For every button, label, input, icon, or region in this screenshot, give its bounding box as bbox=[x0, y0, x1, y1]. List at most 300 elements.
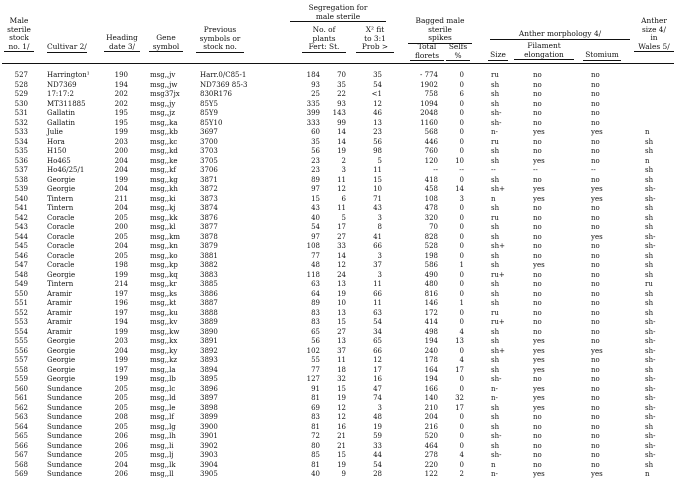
heading-date-cell: 202 bbox=[114, 99, 128, 108]
anther-size-wales-cell: sh- bbox=[645, 318, 656, 326]
anther-size-wales-cell: sh bbox=[645, 299, 654, 307]
stomium-cell: no bbox=[591, 270, 600, 279]
previous-symbol-cell: 3905 bbox=[200, 470, 218, 478]
previous-symbol-cell: 3887 bbox=[200, 299, 218, 307]
total-florets-cell: - 774 bbox=[420, 71, 438, 79]
filament-elongation-cell: no bbox=[533, 432, 542, 440]
anther-size-cell: n- bbox=[491, 128, 498, 136]
table-row bbox=[0, 128, 675, 138]
header-anther-size: Anther size 4/ in Wales 5/ bbox=[634, 17, 674, 52]
fertile-count-cell: 93 bbox=[311, 80, 320, 89]
selfs-percent-cell: 0 bbox=[459, 137, 464, 146]
table-row bbox=[0, 138, 675, 148]
chisq-prob-cell: 3 bbox=[377, 213, 382, 222]
cultivar-cell: H150 bbox=[47, 147, 67, 155]
total-florets-cell: 178 bbox=[424, 356, 438, 364]
filament-elongation-cell: no bbox=[533, 71, 542, 79]
heading-date-cell: 197 bbox=[114, 365, 128, 374]
fertile-count-cell: 77 bbox=[311, 365, 320, 374]
anther-size-wales-cell: sh- bbox=[645, 232, 656, 241]
previous-symbol-cell: 3878 bbox=[200, 232, 218, 241]
anther-size-cell: sh bbox=[491, 223, 500, 231]
selfs-percent-cell: 0 bbox=[459, 71, 464, 79]
previous-symbol-cell: 3888 bbox=[200, 308, 218, 317]
table-row bbox=[0, 309, 675, 319]
heading-date-cell: 208 bbox=[114, 413, 128, 421]
filament-elongation-cell: no bbox=[533, 413, 542, 421]
previous-symbol-cell: 3891 bbox=[200, 337, 218, 345]
total-florets-cell: 172 bbox=[424, 308, 438, 317]
heading-date-cell: 197 bbox=[114, 289, 128, 298]
sterile-count-cell: 143 bbox=[332, 109, 346, 117]
gene-symbol-cell: msg,,kf bbox=[150, 166, 176, 174]
chisq-prob-cell: 71 bbox=[373, 194, 382, 203]
previous-symbol-cell: 3873 bbox=[200, 194, 218, 203]
anther-size-cell: sh- bbox=[491, 118, 502, 127]
chisq-prob-cell: 66 bbox=[373, 289, 382, 298]
sterile-count-cell: 9 bbox=[341, 470, 346, 478]
cultivar-cell: Sundance bbox=[47, 413, 83, 421]
selfs-percent-cell: 0 bbox=[459, 289, 464, 298]
stock-no-cell: 568 bbox=[14, 460, 28, 469]
total-florets-cell: 166 bbox=[424, 384, 438, 393]
table-row bbox=[0, 375, 675, 385]
filament-elongation-cell: yes bbox=[533, 403, 545, 412]
heading-date-cell: 206 bbox=[114, 441, 128, 450]
gene-symbol-cell: msg,,ld bbox=[150, 394, 176, 402]
cultivar-cell: Coracle bbox=[47, 261, 75, 269]
stomium-cell: no bbox=[591, 261, 600, 269]
selfs-percent-cell: 3 bbox=[459, 194, 464, 203]
stomium-cell: yes bbox=[591, 185, 603, 193]
stock-no-cell: 543 bbox=[14, 223, 28, 231]
stock-no-cell: 550 bbox=[14, 289, 28, 298]
selfs-percent-cell: 0 bbox=[459, 99, 464, 108]
header-total-florets: Total florets bbox=[410, 43, 444, 61]
stock-no-cell: 547 bbox=[14, 261, 28, 269]
cultivar-cell: Tintern bbox=[47, 280, 74, 288]
filament-elongation-cell: no bbox=[533, 90, 542, 98]
gene-symbol-cell: msg,,jv bbox=[150, 71, 176, 79]
stomium-cell: no bbox=[591, 204, 600, 212]
cultivar-cell: Sundance bbox=[47, 441, 83, 450]
sterile-count-cell: 19 bbox=[337, 147, 346, 155]
fertile-count-cell: 333 bbox=[306, 118, 320, 127]
header-no-plants: No. of plants Fert: St. bbox=[302, 26, 346, 53]
anther-size-cell: n- bbox=[491, 384, 498, 393]
anther-size-cell: ru bbox=[491, 213, 499, 222]
total-florets-cell: 1160 bbox=[420, 118, 438, 127]
total-florets-cell: 70 bbox=[429, 223, 438, 231]
chisq-prob-cell: 33 bbox=[373, 441, 382, 450]
anther-size-cell: sh bbox=[491, 147, 500, 155]
heading-date-cell: 206 bbox=[114, 470, 128, 478]
gene-symbol-cell: msg,,kk bbox=[150, 213, 178, 222]
selfs-percent-cell: 14 bbox=[455, 185, 464, 193]
stock-no-cell: 558 bbox=[14, 365, 28, 374]
fertile-count-cell: 85 bbox=[311, 451, 320, 459]
filament-elongation-cell: no bbox=[533, 137, 542, 146]
sterile-count-cell: 11 bbox=[337, 204, 346, 212]
table-row bbox=[0, 204, 675, 214]
stomium-cell: no bbox=[591, 251, 600, 260]
fertile-count-cell: 83 bbox=[311, 413, 320, 421]
anther-size-wales-cell: sh bbox=[645, 251, 654, 260]
previous-symbol-cell: 3700 bbox=[200, 137, 218, 146]
chisq-prob-cell: 12 bbox=[373, 99, 382, 108]
anther-size-wales-cell: sh- bbox=[645, 242, 656, 250]
anther-size-cell: sh bbox=[491, 441, 500, 450]
stock-no-cell: 555 bbox=[14, 337, 28, 345]
selfs-percent-cell: 0 bbox=[459, 270, 464, 279]
filament-elongation-cell: no bbox=[533, 441, 542, 450]
anther-size-cell: sh bbox=[491, 99, 500, 108]
gene-symbol-cell: msg,,kg bbox=[150, 175, 178, 184]
anther-size-wales-cell: sh- bbox=[645, 451, 656, 459]
cultivar-cell: Georgie bbox=[47, 365, 76, 374]
anther-size-wales-cell: sh bbox=[645, 166, 654, 174]
filament-elongation-cell: yes bbox=[533, 185, 545, 193]
cultivar-cell: MT311885 bbox=[47, 99, 86, 108]
stock-no-cell: 532 bbox=[14, 118, 28, 127]
table-row bbox=[0, 413, 675, 423]
selfs-percent-cell: 0 bbox=[459, 128, 464, 136]
stomium-cell: no bbox=[591, 365, 600, 374]
fertile-count-cell: 65 bbox=[311, 327, 320, 336]
fertile-count-cell: 184 bbox=[306, 71, 320, 79]
previous-symbol-cell: 3892 bbox=[200, 346, 218, 355]
table-row bbox=[0, 214, 675, 224]
stock-no-cell: 556 bbox=[14, 346, 28, 355]
heading-date-cell: 204 bbox=[114, 460, 128, 469]
table-row bbox=[0, 366, 675, 376]
fertile-count-cell: 81 bbox=[311, 422, 320, 431]
anther-size-cell: sh bbox=[491, 413, 500, 421]
stock-no-cell: 554 bbox=[14, 327, 28, 336]
heading-date-cell: 205 bbox=[114, 213, 128, 222]
chisq-prob-cell: 35 bbox=[373, 71, 382, 79]
previous-symbol-cell: 3883 bbox=[200, 270, 218, 279]
gene-symbol-cell: msg,,kh bbox=[150, 185, 178, 193]
anther-size-cell: sh bbox=[491, 261, 500, 269]
stomium-cell: yes bbox=[591, 346, 603, 355]
stomium-cell: no bbox=[591, 156, 600, 165]
selfs-percent-cell: 4 bbox=[459, 356, 464, 364]
heading-date-cell: 205 bbox=[114, 451, 128, 459]
table-row bbox=[0, 242, 675, 252]
header-bagged: Bagged male sterile spikes bbox=[408, 17, 472, 44]
stock-no-cell: 557 bbox=[14, 356, 28, 364]
anther-size-cell: sh+ bbox=[491, 242, 505, 250]
gene-symbol-cell: msg,,li bbox=[150, 441, 174, 450]
sterile-count-cell: 12 bbox=[337, 261, 346, 269]
stock-no-cell: 552 bbox=[14, 308, 28, 317]
filament-elongation-cell: no bbox=[533, 80, 542, 89]
anther-size-wales-cell: sh- bbox=[645, 394, 656, 402]
stock-no-cell: 561 bbox=[14, 394, 28, 402]
table-row bbox=[0, 290, 675, 300]
fertile-count-cell: 64 bbox=[311, 289, 320, 298]
chisq-prob-cell: 3 bbox=[377, 270, 382, 279]
stomium-cell: no bbox=[591, 337, 600, 345]
gene-symbol-cell: msg,,ko bbox=[150, 251, 178, 260]
stomium-cell: no bbox=[591, 356, 600, 364]
chisq-prob-cell: 17 bbox=[373, 365, 382, 374]
cultivar-cell: Hora bbox=[47, 137, 65, 146]
stock-no-cell: 564 bbox=[14, 422, 28, 431]
chisq-prob-cell: 34 bbox=[373, 327, 382, 336]
stock-no-cell: 541 bbox=[14, 204, 28, 212]
stock-no-cell: 549 bbox=[14, 280, 28, 288]
heading-date-cell: 195 bbox=[114, 118, 128, 127]
chisq-prob-cell: 74 bbox=[373, 394, 382, 402]
chisq-prob-cell: 3 bbox=[377, 251, 382, 260]
chisq-prob-cell: 65 bbox=[373, 337, 382, 345]
heading-date-cell: 194 bbox=[114, 80, 128, 89]
fertile-count-cell: 48 bbox=[311, 261, 320, 269]
fertile-count-cell: 35 bbox=[311, 137, 320, 146]
total-florets-cell: 760 bbox=[424, 147, 438, 155]
stomium-cell: no bbox=[591, 384, 600, 393]
table-row bbox=[0, 271, 675, 281]
anther-size-cell: sh bbox=[491, 289, 500, 298]
heading-date-cell: 199 bbox=[114, 128, 128, 136]
table-row bbox=[0, 185, 675, 195]
cultivar-cell: Aramir bbox=[47, 327, 72, 336]
total-florets-cell: 164 bbox=[424, 365, 438, 374]
previous-symbol-cell: 85Y10 bbox=[200, 118, 223, 127]
anther-size-cell: n bbox=[491, 460, 496, 469]
sterile-count-cell: 15 bbox=[337, 451, 346, 459]
cultivar-cell: Georgie bbox=[47, 337, 76, 345]
previous-symbol-cell: 3886 bbox=[200, 289, 218, 298]
heading-date-cell: 194 bbox=[114, 318, 128, 326]
chisq-prob-cell: 54 bbox=[373, 80, 382, 89]
anther-size-wales-cell: sh bbox=[645, 204, 654, 212]
heading-date-cell: 199 bbox=[114, 375, 128, 383]
table-row bbox=[0, 299, 675, 309]
stomium-cell: no bbox=[591, 422, 600, 431]
total-florets-cell: 464 bbox=[424, 441, 438, 450]
anther-size-cell: ru bbox=[491, 71, 499, 79]
anther-size-cell: -- bbox=[491, 166, 496, 174]
fertile-count-cell: 81 bbox=[311, 394, 320, 402]
sterile-count-cell: 14 bbox=[337, 251, 346, 260]
fertile-count-cell: 72 bbox=[311, 432, 320, 440]
total-florets-cell: 490 bbox=[424, 270, 438, 279]
anther-size-wales-cell: sh- bbox=[645, 356, 656, 364]
chisq-prob-cell: 12 bbox=[373, 356, 382, 364]
anther-size-cell: sh bbox=[491, 327, 500, 336]
anther-size-wales-cell: sh- bbox=[645, 413, 656, 421]
fertile-count-cell: 83 bbox=[311, 308, 320, 317]
gene-symbol-cell: msg,,ka bbox=[150, 118, 178, 127]
stock-no-cell: 533 bbox=[14, 128, 28, 136]
sterile-count-cell: 27 bbox=[337, 327, 346, 336]
heading-date-cell: 205 bbox=[114, 232, 128, 241]
gene-symbol-cell: msg,,jz bbox=[150, 109, 176, 117]
cultivar-cell: Ho46/25/1 bbox=[47, 166, 85, 174]
cultivar-cell: Aramir bbox=[47, 308, 72, 317]
heading-date-cell: 198 bbox=[114, 261, 128, 269]
filament-elongation-cell: no bbox=[533, 99, 542, 108]
previous-symbol-cell: 3903 bbox=[200, 451, 218, 459]
previous-symbol-cell: 3703 bbox=[200, 147, 218, 155]
total-florets-cell: 1094 bbox=[420, 99, 438, 108]
total-florets-cell: 2048 bbox=[420, 109, 438, 117]
filament-elongation-cell: yes bbox=[533, 194, 545, 203]
fertile-count-cell: 56 bbox=[311, 337, 320, 345]
chisq-prob-cell: 63 bbox=[373, 308, 382, 317]
selfs-percent-cell: 32 bbox=[455, 394, 464, 402]
stock-no-cell: 531 bbox=[14, 109, 28, 117]
fertile-count-cell: 335 bbox=[306, 99, 320, 108]
chisq-prob-cell: 11 bbox=[373, 280, 382, 288]
heading-date-cell: 206 bbox=[114, 432, 128, 440]
anther-size-wales-cell: sh- bbox=[645, 375, 656, 383]
sterile-count-cell: 37 bbox=[337, 346, 346, 355]
chisq-prob-cell: 48 bbox=[373, 413, 382, 421]
heading-date-cell: 203 bbox=[114, 137, 128, 146]
table-row bbox=[0, 166, 675, 176]
stomium-cell: no bbox=[591, 403, 600, 412]
filament-elongation-cell: no bbox=[533, 204, 542, 212]
gene-symbol-cell: msg,,ki bbox=[150, 194, 176, 203]
selfs-percent-cell: 0 bbox=[459, 346, 464, 355]
stomium-cell: no bbox=[591, 137, 600, 146]
table-row bbox=[0, 157, 675, 167]
cultivar-cell: Georgie bbox=[47, 346, 76, 355]
anther-size-cell: n- bbox=[491, 470, 498, 478]
table-row bbox=[0, 442, 675, 452]
anther-size-cell: ru+ bbox=[491, 270, 505, 279]
filament-elongation-cell: no bbox=[533, 232, 542, 241]
anther-size-cell: sh+ bbox=[491, 346, 505, 355]
fertile-count-cell: 91 bbox=[311, 384, 320, 393]
anther-size-wales-cell: sh bbox=[645, 289, 654, 298]
chisq-prob-cell: 16 bbox=[373, 375, 382, 383]
heading-date-cell: 204 bbox=[114, 242, 128, 250]
fertile-count-cell: 55 bbox=[311, 356, 320, 364]
cultivar-cell: Sundance bbox=[47, 460, 83, 469]
header-filament-elongation: Filament elongation bbox=[514, 42, 574, 60]
filament-elongation-cell: no bbox=[533, 289, 542, 298]
selfs-percent-cell: 0 bbox=[459, 204, 464, 212]
gene-symbol-cell: msg,,kz bbox=[150, 356, 178, 364]
table-row bbox=[0, 81, 675, 91]
chisq-prob-cell: 59 bbox=[373, 432, 382, 440]
cultivar-cell: Gallatin bbox=[47, 118, 75, 127]
anther-size-cell: sh bbox=[491, 251, 500, 260]
filament-elongation-cell: no bbox=[533, 451, 542, 459]
cultivar-cell: ND7369 bbox=[47, 80, 77, 89]
sterile-count-cell: 3 bbox=[341, 166, 346, 174]
heading-date-cell: 199 bbox=[114, 327, 128, 336]
heading-date-cell: 199 bbox=[114, 175, 128, 184]
sterile-count-cell: 18 bbox=[337, 365, 346, 374]
previous-symbol-cell: 3706 bbox=[200, 166, 218, 174]
fertile-count-cell: 80 bbox=[311, 441, 320, 450]
sterile-count-cell: 22 bbox=[337, 90, 346, 98]
stock-no-cell: 528 bbox=[14, 80, 28, 89]
stock-no-cell: 551 bbox=[14, 299, 28, 307]
total-florets-cell: 498 bbox=[424, 327, 438, 336]
stomium-cell: no bbox=[591, 80, 600, 89]
fertile-count-cell: 43 bbox=[311, 204, 320, 212]
total-florets-cell: 122 bbox=[424, 470, 438, 478]
filament-elongation-cell: yes bbox=[533, 394, 545, 402]
total-florets-cell: 204 bbox=[424, 413, 438, 421]
sterile-count-cell: 19 bbox=[337, 460, 346, 469]
gene-symbol-cell: msg,,kq bbox=[150, 270, 178, 279]
stock-no-cell: 529 bbox=[14, 90, 28, 98]
total-florets-cell: 758 bbox=[424, 90, 438, 98]
selfs-percent-cell: 1 bbox=[459, 261, 464, 269]
gene-symbol-cell: msg,,kj bbox=[150, 204, 176, 212]
anther-size-wales-cell: sh- bbox=[645, 327, 656, 336]
sterile-count-cell: 13 bbox=[337, 337, 346, 345]
chisq-prob-cell: 13 bbox=[373, 118, 382, 127]
stomium-cell: yes bbox=[591, 128, 603, 136]
filament-elongation-cell: yes bbox=[533, 346, 545, 355]
anther-size-wales-cell: sh- bbox=[645, 185, 656, 193]
chisq-prob-cell: 15 bbox=[373, 175, 382, 184]
cultivar-cell: Coracle bbox=[47, 223, 75, 231]
fertile-count-cell: 97 bbox=[311, 232, 320, 241]
heading-date-cell: 199 bbox=[114, 356, 128, 364]
table-row bbox=[0, 394, 675, 404]
stomium-cell: no bbox=[591, 118, 600, 127]
sterile-count-cell: 27 bbox=[337, 232, 346, 241]
anther-size-wales-cell: ru bbox=[645, 280, 653, 288]
table-row bbox=[0, 195, 675, 205]
previous-symbol-cell: 3872 bbox=[200, 185, 218, 193]
chisq-prob-cell: 5 bbox=[377, 156, 382, 165]
total-florets-cell: 520 bbox=[424, 432, 438, 440]
selfs-percent-cell: 10 bbox=[455, 156, 464, 165]
fertile-count-cell: 23 bbox=[311, 156, 320, 165]
filament-elongation-cell: no bbox=[533, 375, 542, 383]
header-stock: Male sterile stock no. 1/ bbox=[4, 17, 34, 52]
gene-symbol-cell: msg,,jy bbox=[150, 99, 176, 108]
fertile-count-cell: 77 bbox=[311, 251, 320, 260]
total-florets-cell: 414 bbox=[424, 318, 438, 326]
total-florets-cell: 480 bbox=[424, 280, 438, 288]
sterile-count-cell: 99 bbox=[337, 118, 346, 127]
chisq-prob-cell: <1 bbox=[371, 90, 382, 98]
anther-size-cell: sh bbox=[491, 80, 500, 89]
sterile-count-cell: 15 bbox=[337, 318, 346, 326]
selfs-percent-cell: 0 bbox=[459, 223, 464, 231]
gene-symbol-cell: msg,,kw bbox=[150, 327, 180, 336]
table-row bbox=[0, 109, 675, 119]
stock-no-cell: 539 bbox=[14, 185, 28, 193]
heading-date-cell: 204 bbox=[114, 166, 128, 174]
anther-size-wales-cell: n bbox=[645, 128, 650, 136]
filament-elongation-cell: yes bbox=[533, 156, 545, 165]
anther-size-cell: sh bbox=[491, 90, 500, 98]
sterile-count-cell: 93 bbox=[337, 99, 346, 108]
total-florets-cell: 278 bbox=[424, 451, 438, 459]
stomium-cell: yes bbox=[591, 232, 603, 241]
total-florets-cell: 458 bbox=[424, 185, 438, 193]
header-stomium: Stomium bbox=[583, 51, 621, 61]
chisq-prob-cell: 54 bbox=[373, 318, 382, 326]
chisq-prob-cell: 46 bbox=[373, 109, 382, 117]
fertile-count-cell: 127 bbox=[306, 375, 320, 383]
total-florets-cell: -- bbox=[433, 166, 438, 174]
cultivar-cell: Georgie bbox=[47, 175, 76, 184]
